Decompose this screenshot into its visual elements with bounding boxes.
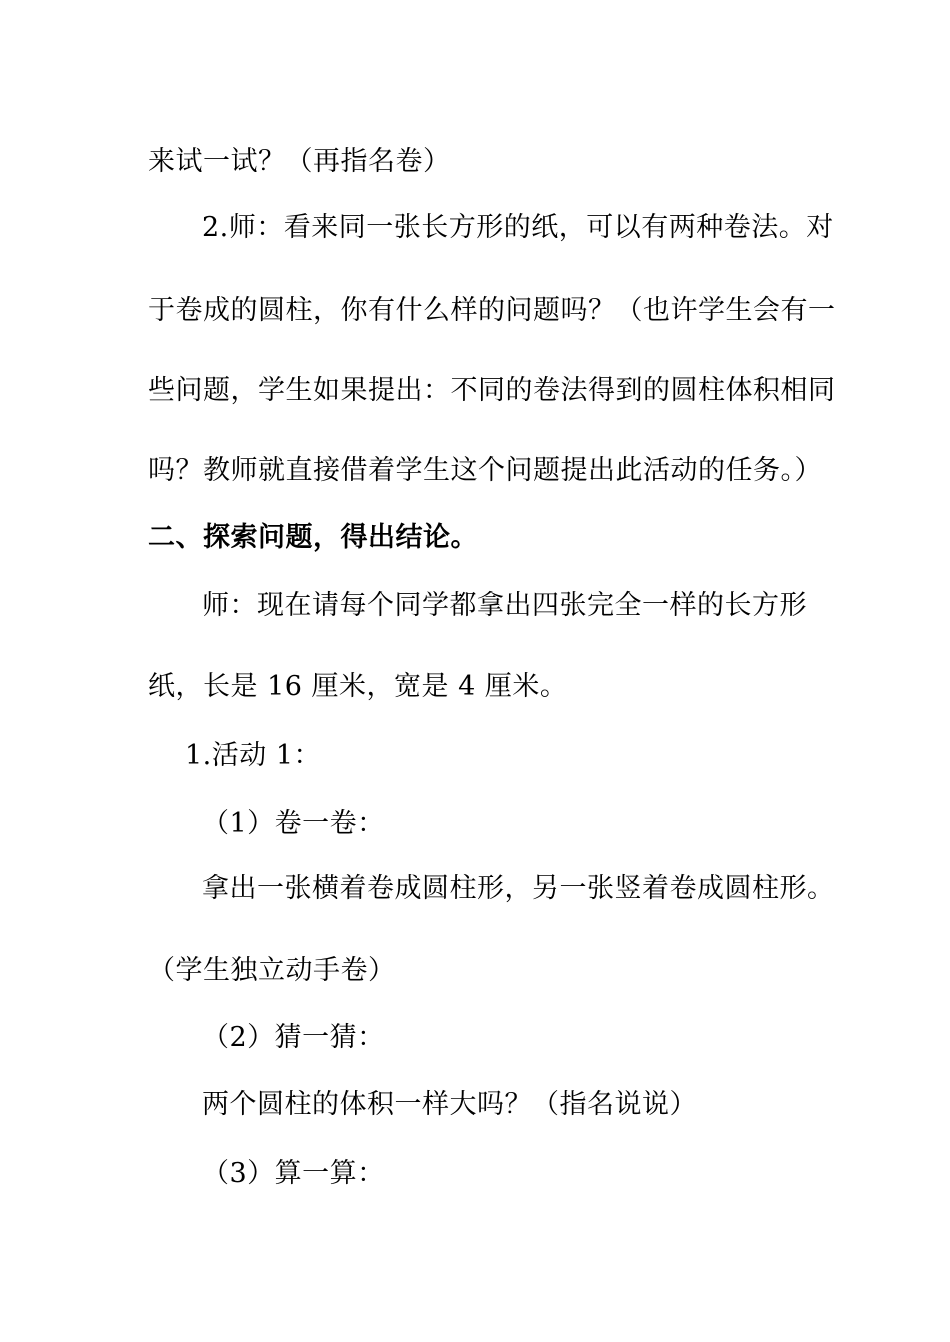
text-line-3: 于卷成的圆柱，你有什么样的问题吗？（也许学生会有一 bbox=[148, 295, 836, 326]
step-1-heading: （1）卷一卷： bbox=[202, 808, 385, 839]
text-line-14: 两个圆柱的体积一样大吗？（指名说说） bbox=[202, 1089, 697, 1120]
text-line-8: 纸，长是 16 厘米，宽是 4 厘米。 bbox=[148, 671, 568, 702]
text-line-5: 吗？教师就直接借着学生这个问题提出此活动的任务。） bbox=[148, 455, 822, 486]
text-line-12: （学生独立动手卷） bbox=[148, 955, 396, 986]
text-line-7: 师：现在请每个同学都拿出四张完全一样的长方形 bbox=[202, 590, 807, 621]
step-2-heading: （2）猜一猜： bbox=[202, 1022, 385, 1053]
text-line-1: 来试一试？（再指名卷） bbox=[148, 146, 451, 177]
text-line-11: 拿出一张横着卷成圆柱形，另一张竖着卷成圆柱形。 bbox=[202, 873, 835, 904]
text-line-2: 2.师：看来同一张长方形的纸，可以有两种卷法。对 bbox=[202, 212, 834, 243]
step-3-heading: （3）算一算： bbox=[202, 1158, 385, 1189]
activity-heading: 1.活动 1： bbox=[185, 740, 322, 771]
text-line-4: 些问题，学生如果提出：不同的卷法得到的圆柱体积相同 bbox=[148, 375, 836, 406]
section-heading: 二、探索问题，得出结论。 bbox=[148, 522, 478, 553]
